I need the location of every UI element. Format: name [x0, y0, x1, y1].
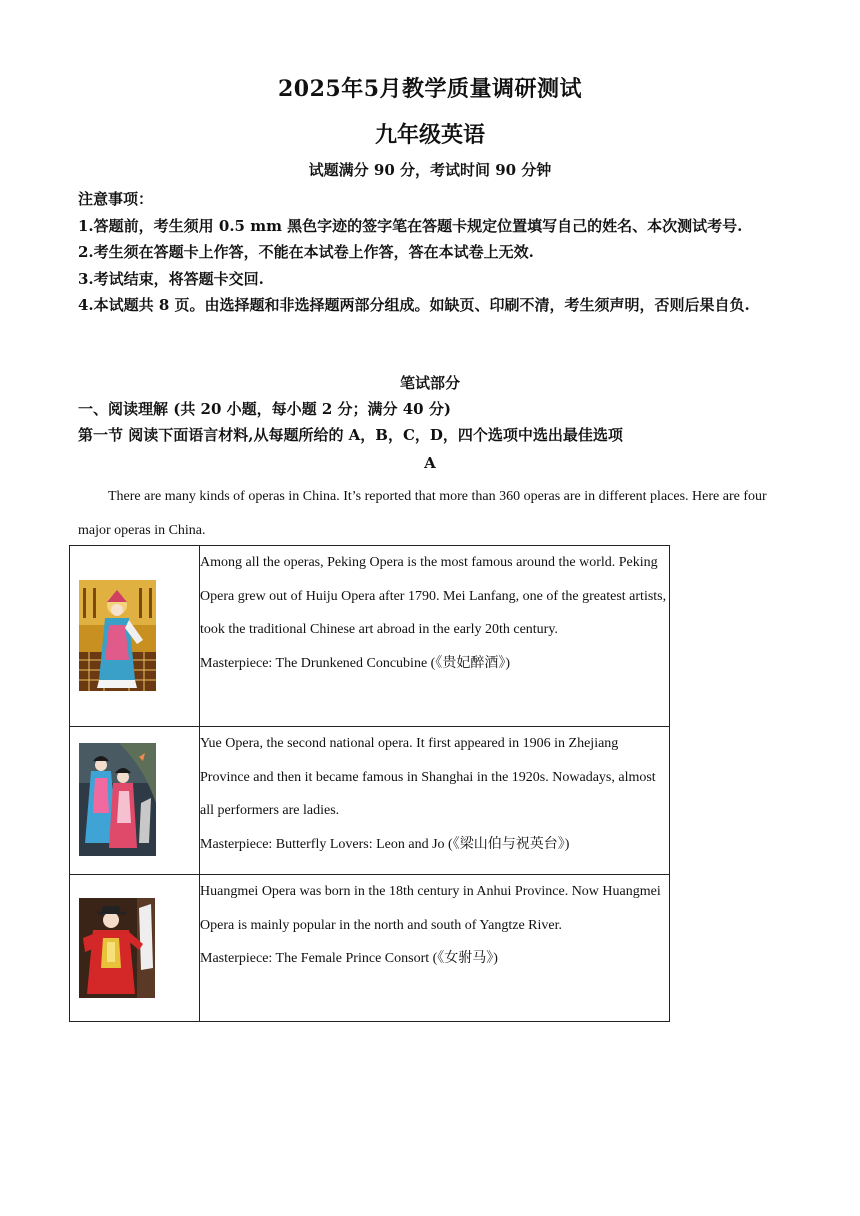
note-item: 4.本试题共 8 页。由选择题和非选择题两部分组成。如缺页、印刷不清，考生须声明，否则后果自负.: [78, 296, 750, 314]
note-item: 1.答题前，考生须用 0.5 mm 黑色字迹的签字笔在答题卡规定位置填写自己的姓名、本次测试考号.: [78, 216, 743, 235]
opera-masterpiece: Masterpiece: Butterfly Lovers: Leon and Jo (《梁山伯与祝英台》): [200, 836, 570, 852]
section-instructions: 第一节 阅读下面语言材料,从每题所给的 A，B，C，D，四个选项中选出最佳选项: [78, 426, 623, 444]
text-cell: [200, 546, 670, 727]
exam-subtitle: 九年级英语: [374, 122, 485, 148]
passage-intro: There are many kinds of operas in China. It’s reported that more than 360 operas are in different places. Here are four major operas in China.: [78, 489, 767, 538]
peking-opera-image: [79, 580, 156, 691]
opera-description: Yue Opera, the second national opera. It first appeared in 1906 in Zhejiang Province and then it became famous in Shanghai in the 1920s. Nowadays, almost all performers are ladies.: [200, 736, 656, 819]
exam-title: 2025年5月教学质量调研测试: [277, 76, 583, 102]
table-row: [70, 875, 670, 1022]
opera-masterpiece: Masterpiece: The Female Prince Consort (《女驸马》): [200, 951, 498, 967]
huangmei-opera-image: [79, 898, 155, 998]
text-cell: [200, 875, 670, 1022]
image-cell: [70, 875, 200, 1022]
table-row: [70, 546, 670, 727]
opera-table: [69, 545, 670, 1022]
notes-block: [78, 186, 790, 319]
section-name: 笔试部分: [399, 374, 460, 392]
exam-info: 试题满分 90 分，考试时间 90 分钟: [308, 161, 552, 179]
text-cell: [200, 727, 670, 875]
table-row: [70, 727, 670, 875]
note-item: 3.考试结束，将答题卡交回.: [78, 269, 264, 288]
note-item: 2.考生须在答题卡上作答，不能在本试卷上作答，答在本试卷上无效.: [78, 243, 534, 261]
opera-masterpiece: Masterpiece: The Drunkened Concubine (《贵妃醉酒》): [200, 655, 510, 671]
image-cell: [70, 546, 200, 727]
passage-letter: A: [424, 454, 436, 472]
notes-heading: 注意事项：: [78, 190, 154, 208]
image-cell: [70, 727, 200, 875]
opera-description: Huangmei Opera was born in the 18th century in Anhui Province. Now Huangmei Opera is mainly popular in the north and south of Yangtze River.: [200, 884, 661, 933]
yue-opera-image: [79, 743, 156, 856]
opera-description: Among all the operas, Peking Opera is the most famous around the world. Peking Opera grew out of Huiju Opera after 1790. Mei Lanfang, one of the greatest artists, took the traditional Chinese art abroad in the early 20th century.: [200, 555, 667, 638]
part-title: 一、阅读理解 (共 20 小题，每小题 2 分；满分 40 分): [78, 400, 451, 418]
